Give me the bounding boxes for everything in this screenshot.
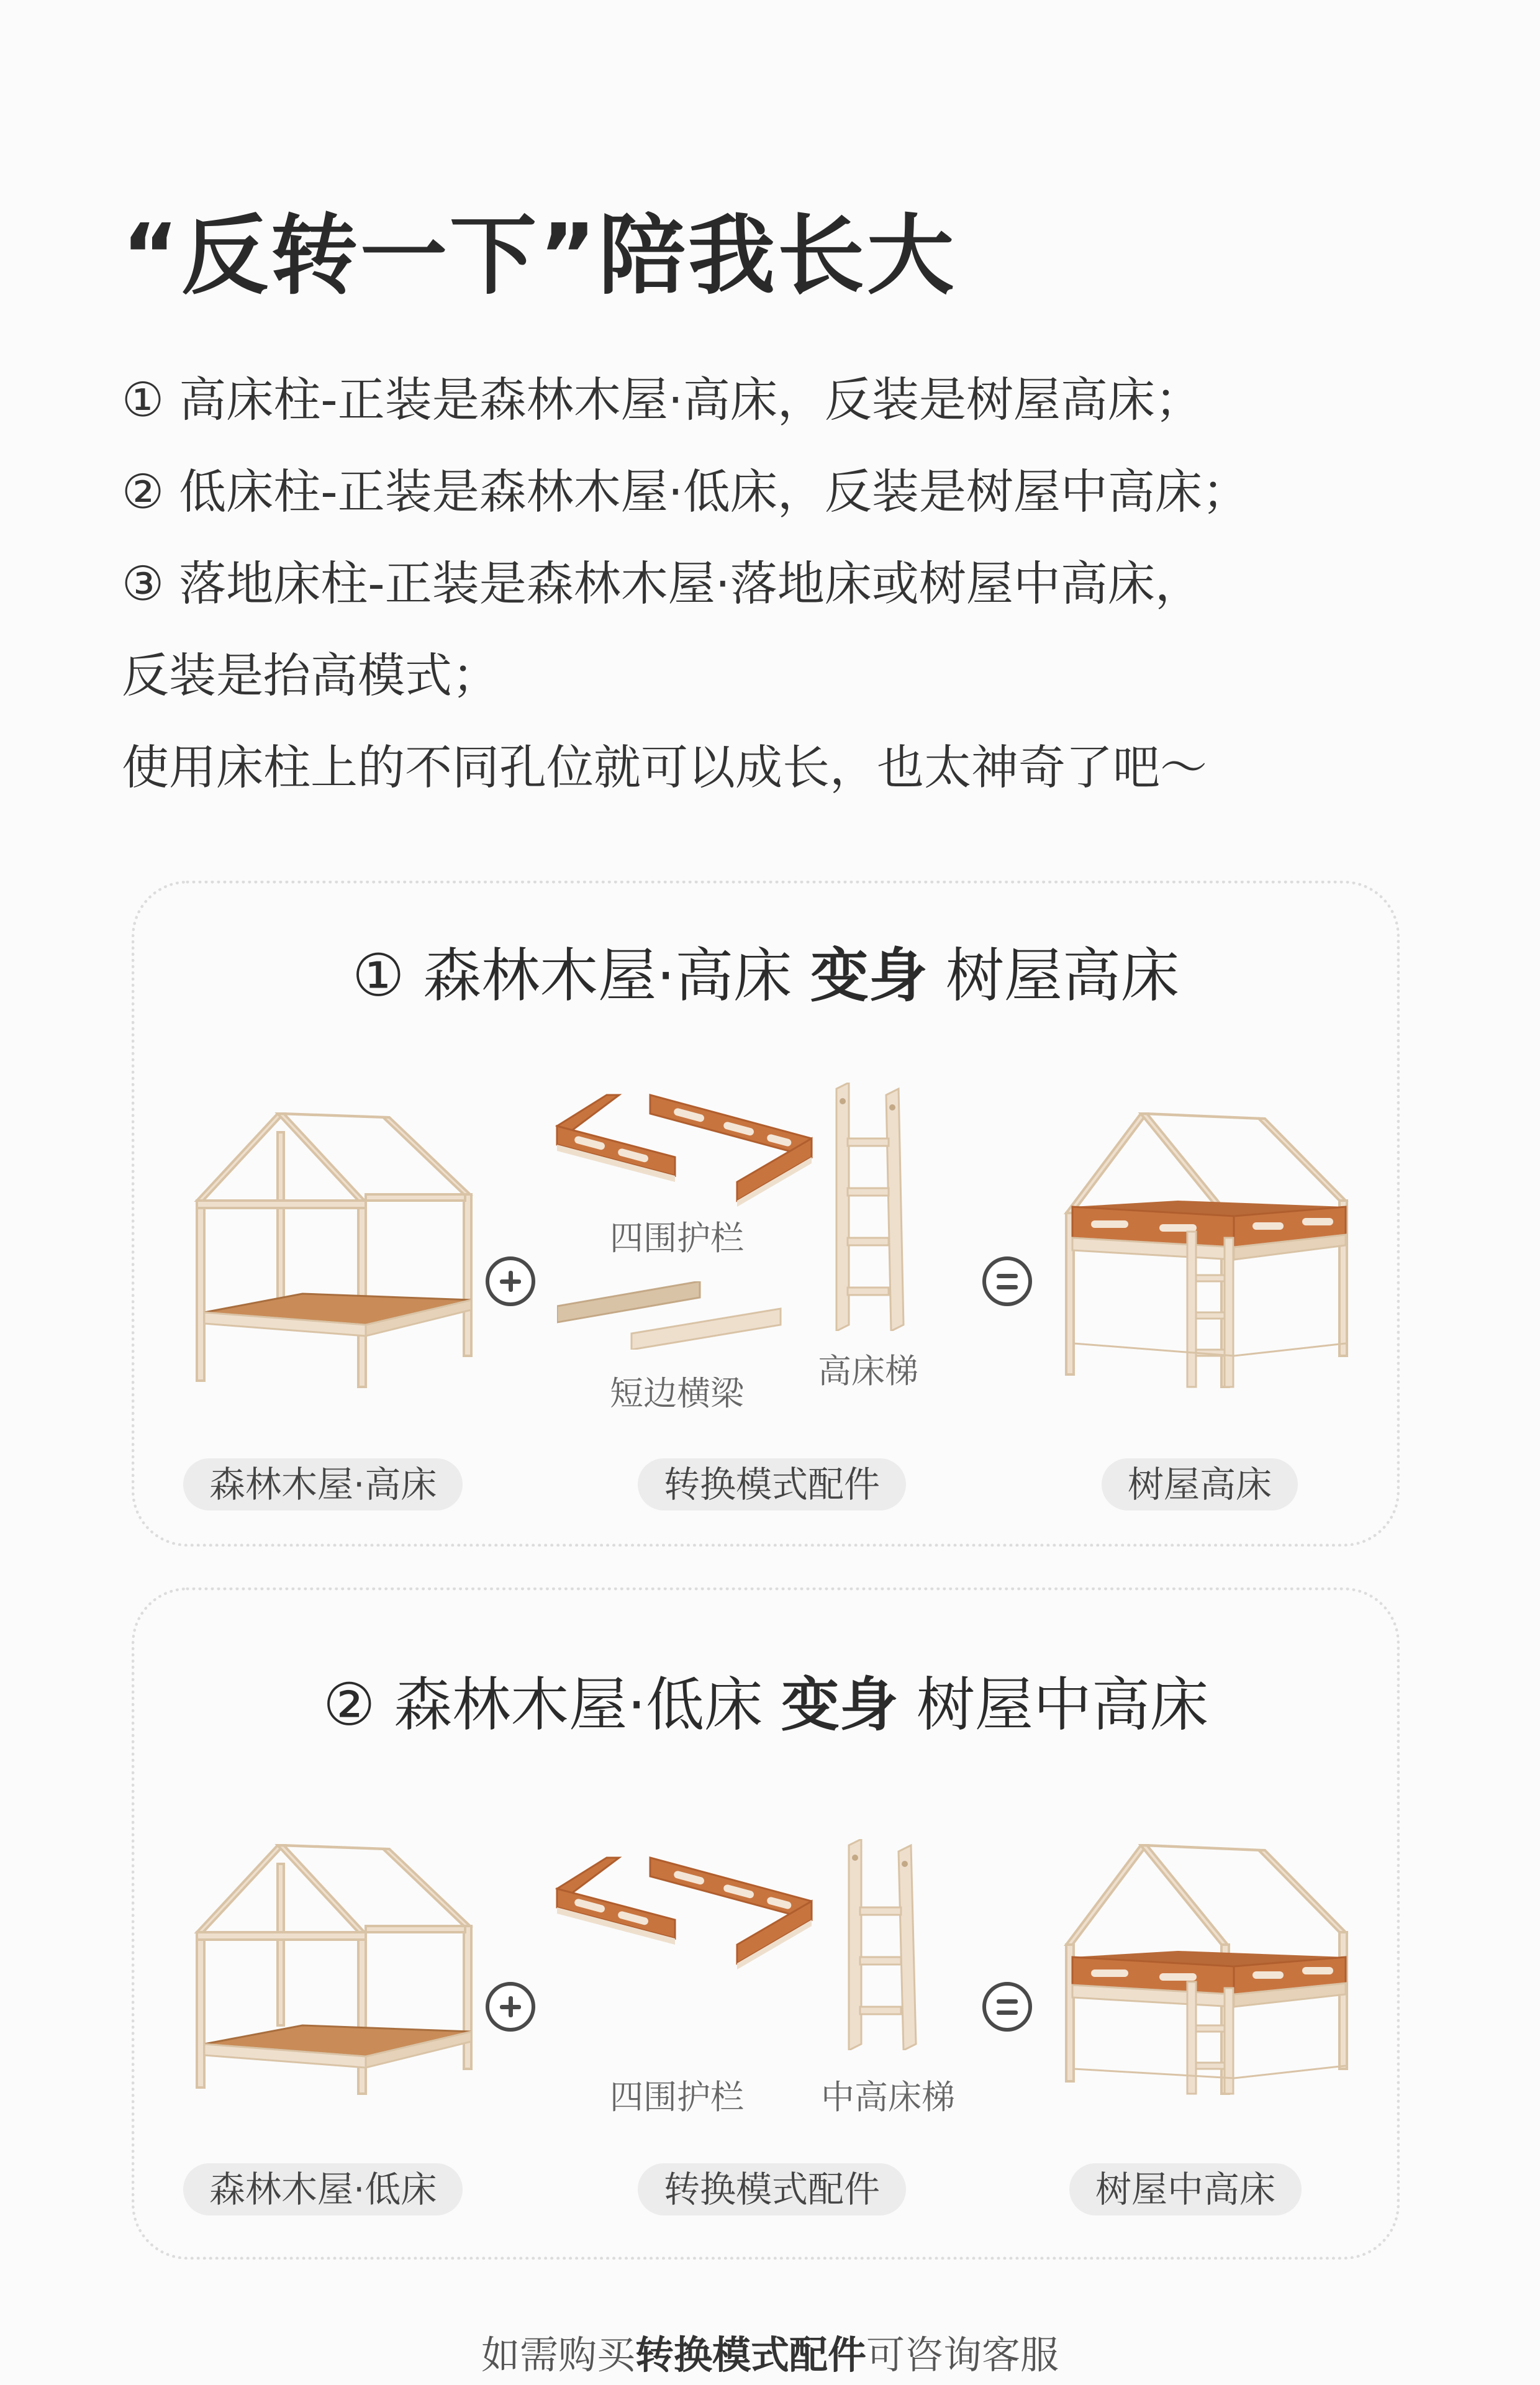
card-title-emphasis: 变身 xyxy=(781,1671,899,1739)
mid-ladder-image xyxy=(843,1839,923,2050)
part-label-high-ladder: 高床梯 xyxy=(818,1352,918,1391)
house-frame-low-bed-image xyxy=(184,1839,482,2100)
tree-house-mid-bed-image xyxy=(1054,1839,1358,2100)
part-label-guardrail: 四围护栏 xyxy=(610,1219,744,1258)
footer-text: 如需购买 xyxy=(481,2332,635,2378)
tree-house-high-bed-image xyxy=(1054,1107,1358,1393)
pill-before: 森林木屋·高床 xyxy=(183,1458,463,1510)
guardrail-image xyxy=(551,1089,824,1213)
equals-icon xyxy=(982,1256,1032,1306)
pill-after: 树屋中高床 xyxy=(1069,2163,1302,2215)
description-line: 反装是抬高模式； xyxy=(122,648,499,703)
guardrail-image xyxy=(551,1851,824,1976)
description-line: ① 高床柱-正装是森林木屋·高床，反装是树屋高床； xyxy=(122,372,1202,427)
equals-icon xyxy=(982,1982,1032,2032)
description-line: 使用床柱上的不同孔位就可以成长，也太神奇了吧～ xyxy=(122,740,1207,795)
page-title: “反转一下”陪我长大 xyxy=(122,206,957,307)
plus-icon xyxy=(486,1982,535,2032)
card-title-text: ② 森林木屋·低床 xyxy=(323,1671,781,1739)
pill-accessory: 转换模式配件 xyxy=(638,2163,906,2215)
footer-text: 可咨询客服 xyxy=(866,2332,1059,2378)
pill-after: 树屋高床 xyxy=(1102,1458,1298,1510)
short-beam-image xyxy=(557,1281,793,1350)
card-title-text: 树屋中高床 xyxy=(898,1671,1208,1739)
card-title-text: ① 森林木屋·高床 xyxy=(352,942,810,1010)
part-label-mid-ladder: 中高床梯 xyxy=(821,2078,955,2117)
footer-note xyxy=(0,2324,1540,2379)
description-block xyxy=(122,354,1426,814)
pill-accessory: 转换模式配件 xyxy=(638,1458,906,1510)
card-title-emphasis: 变身 xyxy=(810,942,928,1010)
high-ladder-image xyxy=(830,1083,911,1331)
conversion-card-low-bed xyxy=(132,1588,1400,2260)
card-title xyxy=(135,1658,1397,1742)
card-title-text: 树屋高床 xyxy=(927,942,1179,1010)
description-line: ② 低床柱-正装是森林木屋·低床，反装是树屋中高床； xyxy=(122,464,1249,519)
part-label-short-beam: 短边横梁 xyxy=(610,1374,744,1413)
footer-emphasis: 转换模式配件 xyxy=(635,2332,866,2378)
part-label-guardrail: 四围护栏 xyxy=(610,2078,744,2117)
description-line: ③ 落地床柱-正装是森林木屋·落地床或树屋中高床， xyxy=(122,556,1202,611)
conversion-card-high-bed xyxy=(132,881,1400,1547)
house-frame-high-bed-image xyxy=(184,1107,482,1393)
card-title xyxy=(135,929,1397,1012)
pill-before: 森林木屋·低床 xyxy=(183,2163,463,2215)
plus-icon xyxy=(486,1256,535,1306)
